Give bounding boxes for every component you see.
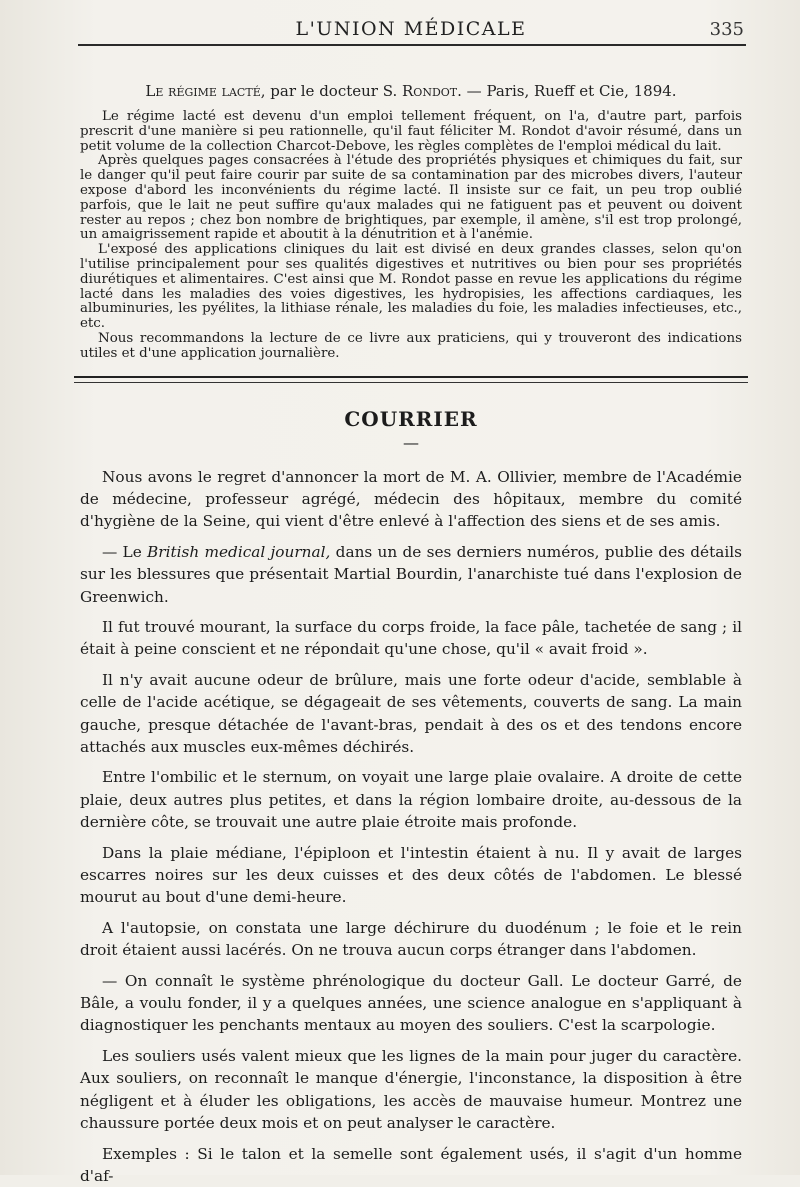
review-author-lead: par le docteur S. [265, 82, 403, 100]
review-book-title: Le régime lacté, [145, 82, 266, 100]
courrier-paragraph: A l'autopsie, on constata une large déchirure du duodénum ; le foie et le rein droit étaient aussi lacérés. On ne trouva aucun corps étranger dans l'abdomen. [80, 918, 742, 960]
review-paragraph: L'exposé des applications cliniques du lait est divisé en deux grandes classes, selon qu'on l'utilise principalement pour ses qualités digestives et nutritives ou bien pour ses propriétés diurétiques et alimentaires. C'est ainsi que M. Rondot passe en revue les applications du régime lacté dans les maladies des voies digestives, les hydropisies, les affections cardiaques, les albuminuries, les pyélites, la lithiase rénale, les maladies du foie, les maladies infectieuses, etc., etc. [80, 242, 742, 332]
courrier-paragraph: Dans la plaie médiane, l'épiploon et l'intestin étaient à nu. Il y avait de larges escarres noires sur les deux cuisses et des deux côtés de l'abdomen. Le blessé mourut au bout d'une demi-heure. [80, 843, 742, 907]
title-dash: — [403, 432, 419, 452]
courrier-body [80, 466, 742, 1187]
review-publisher: . — Paris, Rueff et Cie, 1894. [457, 82, 677, 100]
courrier-paragraph: Il n'y avait aucune odeur de brûlure, mais une forte odeur d'acide, semblable à celle de l'acide acétique, se dégageait de ses vêtements, couverts de sang. La main gauche, presque détachée de l'avant-bras, pendait à des os et des tendons encore attachés aux muscles eux-mêmes déchirés. [80, 670, 742, 757]
section-divider [74, 376, 748, 383]
review-paragraph: Après quelques pages consacrées à l'étude des propriétés physiques et chimiques du fait, sur le danger qu'il peut faire courir par suite de sa contamination par des microbes divers, l'auteur expose d'abord les inconvénients du régime lacté. Il insiste sur ce fait, un peu trop oublié parfois, que le lait ne peut suffire qu'aux malades qui ne fatiguent pas et peuvent ou doivent rester au repos ; chez bon nombre de brightiques, par exemple, il amène, s'il est trop prolongé, un amaigrissement rapide et aboutit à la dénutrition et à l'anémie. [80, 153, 742, 243]
journal-name: British medical journal, [147, 542, 331, 561]
header-rule [78, 44, 746, 46]
courrier-paragraph: Il fut trouvé mourant, la surface du corps froide, la face pâle, tachetée de sang ; il était à peine conscient et ne répondait qu'une chose, qu'il « avait froid ». [80, 617, 742, 659]
courrier-paragraph: Les souliers usés valent mieux que les lignes de la main pour juger du caractère. Aux souliers, on reconnaît le manque d'énergie, l'inconstance, la disposition à être négligent et à éluder les obligations, les accès de mauvaise humeur. Montrez une chaussure portée deux mois et on peut analyser le caractère. [80, 1046, 742, 1133]
p2-rest: dans un de ses derniers numéros, publie des détails sur les blessures que présentait Martial Bourdin, l'anarchiste tué dans l'explosion de Greenwich. [80, 542, 742, 606]
running-header [80, 0, 742, 44]
review-author-name: Rondot [402, 82, 458, 100]
journal-title: L'UNION MÉDICALE [295, 18, 527, 40]
review-heading [80, 82, 742, 100]
courrier-paragraph: Entre l'ombilic et le sternum, on voyait une large plaie ovalaire. A droite de cette plaie, deux autres plus petites, et dans la région lombaire droite, au-dessous de la dernière côte, se trouvait une autre plaie étroite mais profonde. [80, 768, 742, 832]
p2-lead: — Le [102, 542, 148, 561]
page-number: 335 [709, 19, 744, 40]
courrier-paragraph: Nous avons le regret d'annoncer la mort de M. A. Ollivier, membre de l'Académie de médecine, professeur agrégé, médecin des hôpitaux, membre du comité d'hygiène de la Seine, qui vient d'être enlevé à l'affection des siens et de ses amis. [80, 467, 742, 531]
courrier-paragraph-journal [80, 541, 742, 608]
courrier-paragraph: — On connaît le système phrénologique du docteur Gall. Le docteur Garré, de Bâle, a voulu fonder, il y a quelques années, une science analogue en s'appliquant à diagnostiquer les penchants mentaux au moyen des souliers. C'est la scarpologie. [80, 971, 742, 1035]
courrier-paragraph: Exemples : Si le talon et la semelle sont également usés, il s'agit d'un homme d'af- [80, 1144, 742, 1185]
review-paragraph: Le régime lacté est devenu d'un emploi tellement fréquent, on l'a, d'autre part, parfois prescrit d'une manière si peu rationnelle, qu'il faut féliciter M. Rondot d'avoir résumé, dans un petit volume de la collection Charcot-Debove, les règles complètes de l'emploi médical du lait. [80, 109, 742, 154]
review-body [80, 110, 742, 362]
section-title: COURRIER [344, 406, 478, 431]
review-paragraph: Nous recommandons la lecture de ce livre aux praticiens, qui y trouveront des indications utiles et d'une application journalière. [80, 330, 742, 361]
